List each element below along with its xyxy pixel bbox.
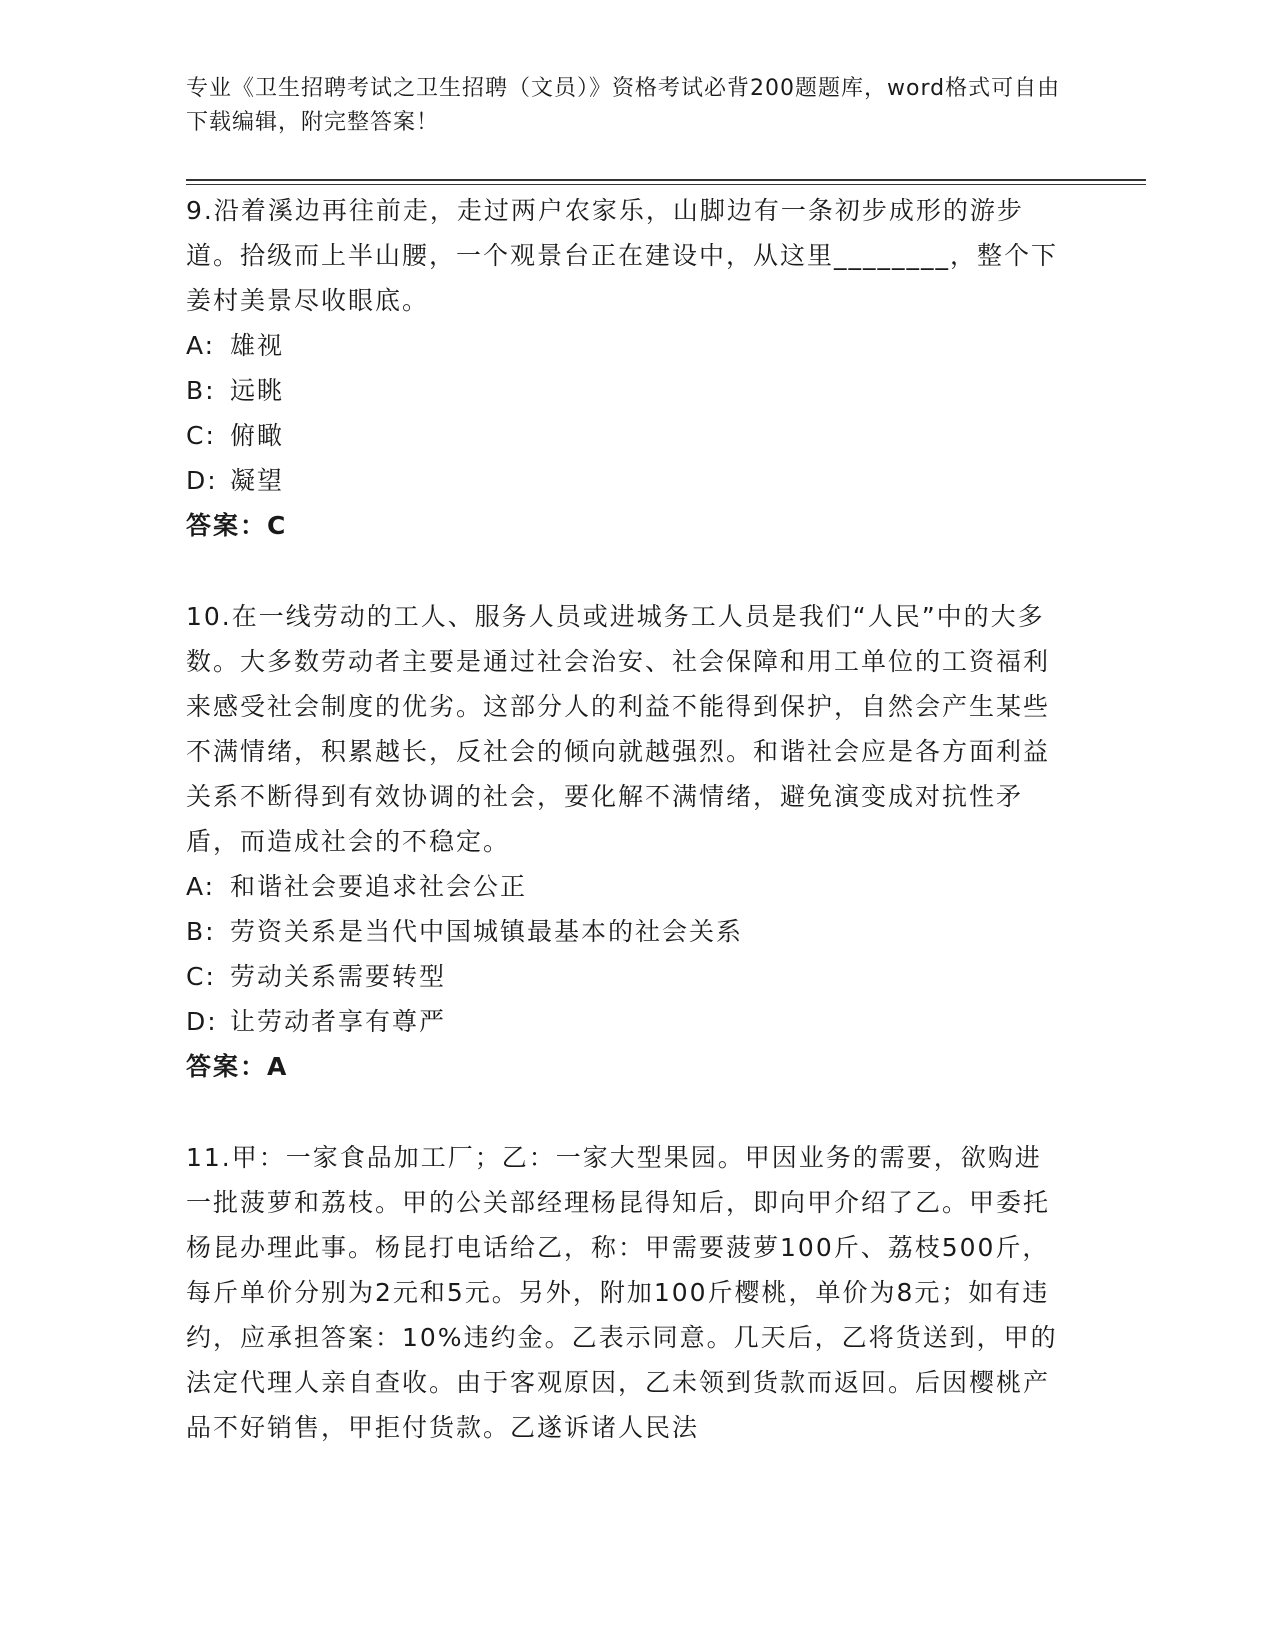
option-letter: B: xyxy=(186,917,216,946)
header-text: 专业《卫生招聘考试之卫生招聘（文员）》资格考试必背200题题库，word格式可自由下载编辑，附完整答案！ xyxy=(186,76,1061,135)
header-divider-thin xyxy=(186,184,1146,185)
option-letter: C: xyxy=(186,421,216,450)
option-b xyxy=(186,909,1066,954)
option-text: 远眺 xyxy=(230,376,285,405)
option-text: 俯瞰 xyxy=(230,421,285,450)
option-text: 劳动关系需要转型 xyxy=(230,962,447,991)
option-a xyxy=(186,323,1066,368)
option-b xyxy=(186,368,1066,413)
option-text: 凝望 xyxy=(230,466,285,495)
question-10 xyxy=(186,594,1066,1089)
option-letter: D: xyxy=(186,466,218,495)
option-letter: D: xyxy=(186,1007,218,1036)
question-text: 11.甲：一家食品加工厂；乙：一家大型果园。甲因业务的需要，欲购进一批菠萝和荔枝。甲的公关部经理杨昆得知后，即向甲介绍了乙。甲委托杨昆办理此事。杨昆打电话给乙，称：甲需要菠萝100斤、荔枝500斤，每斤单价分别为2元和5元。另外，附加100斤樱桃，单价为8元；如有违约，应承担答案：10%违约金。乙表示同意。几天后，乙将货送到，甲的法定代理人亲自查收。由于客观原因，乙未领到货款而返回。后因樱桃产品不好销售，甲拒付货款。乙遂诉诸人民法 xyxy=(186,1143,1058,1442)
question-11 xyxy=(186,1135,1066,1450)
header-divider xyxy=(186,179,1146,181)
option-letter: A: xyxy=(186,872,216,901)
option-text: 让劳动者享有尊严 xyxy=(230,1007,447,1036)
option-d xyxy=(186,458,1066,503)
question-text: 10.在一线劳动的工人、服务人员或进城务工人员是我们“人民”中的大多数。大多数劳动者主要是通过社会治安、社会保障和用工单位的工资福利来感受社会制度的优劣。这部分人的利益不能得到保护，自然会产生某些不满情绪，积累越长，反社会的倾向就越强烈。和谐社会应是各方面利益关系不断得到有效协调的社会，要化解不满情绪，避免演变成对抗性矛盾，而造成社会的不稳定。 xyxy=(186,602,1051,856)
option-a xyxy=(186,864,1066,909)
option-letter: A: xyxy=(186,331,216,360)
option-text: 雄视 xyxy=(230,331,285,360)
option-text: 劳资关系是当代中国城镇最基本的社会关系 xyxy=(230,917,744,946)
question-text: 9.沿着溪边再往前走，走过两户农家乐，山脚边有一条初步成形的游步道。拾级而上半山腰，一个观景台正在建设中，从这里________，整个下姜村美景尽收眼底。 xyxy=(186,196,1059,315)
question-9 xyxy=(186,188,1066,548)
answer-line: 答案：A xyxy=(186,1052,289,1081)
option-text: 和谐社会要追求社会公正 xyxy=(230,872,528,901)
answer-line: 答案：C xyxy=(186,511,288,540)
option-d xyxy=(186,999,1066,1044)
option-letter: B: xyxy=(186,376,216,405)
option-c xyxy=(186,413,1066,458)
page-header xyxy=(186,72,1066,140)
option-letter: C: xyxy=(186,962,216,991)
option-c xyxy=(186,954,1066,999)
document-body xyxy=(186,188,1066,1496)
